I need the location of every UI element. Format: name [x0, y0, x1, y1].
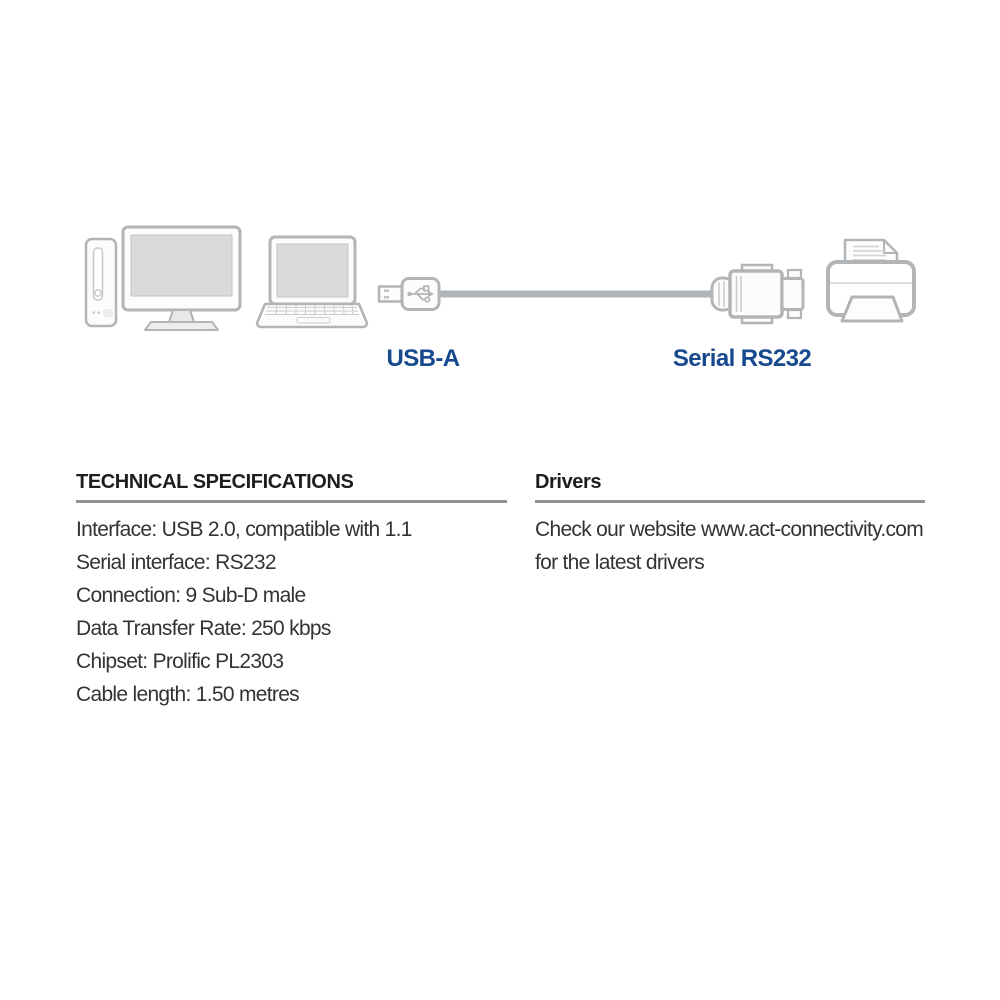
monitor-icon — [123, 227, 240, 330]
printer-icon — [828, 240, 914, 321]
serial-rs232-connector-icon — [712, 265, 803, 323]
desktop-tower-icon — [86, 239, 116, 326]
serial-rs232-label: Serial RS232 — [672, 345, 812, 372]
technical-specifications-title: TECHNICAL SPECIFICATIONS — [76, 471, 507, 503]
drivers-text — [535, 513, 925, 579]
drivers-section — [535, 471, 925, 579]
usb-a-connector-icon — [379, 279, 439, 310]
drivers-title: Drivers — [535, 471, 925, 503]
spec-line-connection: Connection: 9 Sub-D male — [76, 584, 306, 607]
technical-specifications-section — [76, 471, 507, 711]
spec-line-cable-length: Cable length: 1.50 metres — [76, 683, 299, 706]
connection-diagram — [0, 215, 1000, 335]
laptop-icon — [257, 237, 367, 327]
spec-line-serial-interface: Serial interface: RS232 — [76, 551, 276, 574]
spec-line-interface: Interface: USB 2.0, compatible with 1.1 — [76, 518, 412, 541]
drivers-line-1: Check our website www.act-connectivity.com — [535, 518, 924, 541]
technical-specifications-list — [76, 513, 507, 711]
spec-line-chipset: Chipset: Prolific PL2303 — [76, 650, 284, 673]
output-tray-icon — [842, 297, 902, 321]
spec-line-data-transfer-rate: Data Transfer Rate: 250 kbps — [76, 617, 331, 640]
drivers-line-2: for the latest drivers — [535, 551, 705, 574]
usb-a-label: USB-A — [386, 345, 460, 372]
